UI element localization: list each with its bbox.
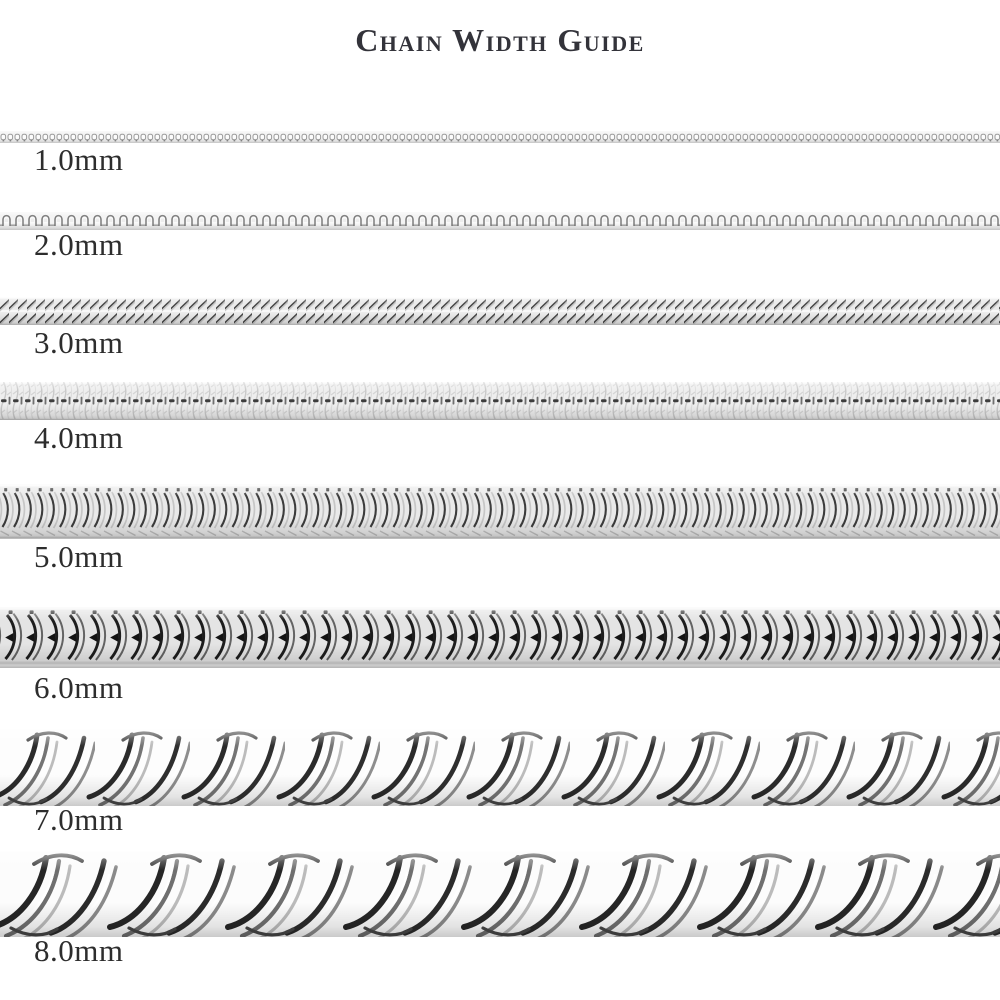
chain-image-6mm-snake xyxy=(0,607,1000,668)
chain-image-7mm-rope xyxy=(0,729,1000,806)
chain-width-label-1mm: 1.0mm xyxy=(34,142,124,177)
chain-width-label-6mm: 6.0mm xyxy=(34,670,124,705)
chain-width-label-2mm: 2.0mm xyxy=(34,227,124,262)
chain-image-3mm-snake xyxy=(0,297,1000,325)
chain-width-label-3mm: 3.0mm xyxy=(34,325,124,360)
chain-width-label-7mm: 7.0mm xyxy=(34,802,124,837)
chain-width-label-8mm: 8.0mm xyxy=(34,933,124,968)
chain-width-label-4mm: 4.0mm xyxy=(34,420,124,455)
chain-image-8mm-rope xyxy=(0,851,1000,937)
chain-width-label-5mm: 5.0mm xyxy=(34,539,124,574)
chain-image-4mm-snake xyxy=(0,382,1000,420)
chain-image-1mm-box xyxy=(0,131,1000,143)
chain-image-2mm-box xyxy=(0,212,1000,230)
page-title: Chain Width Guide xyxy=(355,22,645,58)
chain-image-5mm-snake xyxy=(0,484,1000,539)
